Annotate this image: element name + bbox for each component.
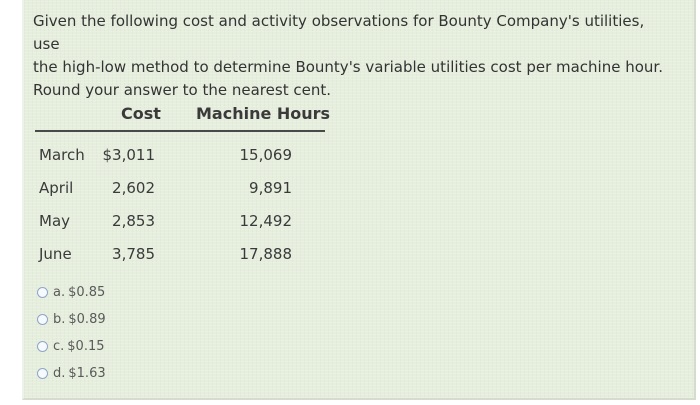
question-line: Given the following cost and activity observations for Bounty Company's utilities, use bbox=[33, 12, 645, 53]
row-hours-march: 15,069 bbox=[239, 146, 292, 164]
row-hours-april: 9,891 bbox=[249, 179, 292, 197]
header-underline bbox=[35, 130, 325, 132]
answer-option-c[interactable] bbox=[37, 333, 106, 360]
radio-button-icon[interactable] bbox=[37, 368, 48, 379]
answer-option-d[interactable] bbox=[37, 360, 106, 387]
question-line: Round your answer to the nearest cent. bbox=[33, 81, 331, 99]
question-text bbox=[33, 10, 673, 102]
option-letter: d. bbox=[53, 366, 66, 381]
option-letter: b. bbox=[53, 312, 66, 327]
row-cost-april: 2,602 bbox=[112, 179, 155, 197]
row-cost-march: $3,011 bbox=[102, 146, 155, 164]
row-month-may: May bbox=[39, 212, 71, 230]
option-value: $0.89 bbox=[68, 312, 106, 327]
option-letter: a. bbox=[53, 285, 66, 300]
row-hours-june: 17,888 bbox=[239, 245, 292, 263]
row-month-june: June bbox=[39, 245, 72, 263]
row-hours-may: 12,492 bbox=[239, 212, 292, 230]
row-cost-june: 3,785 bbox=[112, 245, 155, 263]
row-cost-may: 2,853 bbox=[112, 212, 155, 230]
radio-button-icon[interactable] bbox=[37, 341, 48, 352]
column-header-cost: Cost bbox=[121, 104, 161, 123]
question-line: the high-low method to determine Bounty's variable utilities cost per machine hour. bbox=[33, 58, 663, 76]
answer-option-a[interactable] bbox=[37, 279, 106, 306]
radio-button-icon[interactable] bbox=[37, 287, 48, 298]
answer-option-b[interactable] bbox=[37, 306, 106, 333]
option-letter: c. bbox=[53, 339, 65, 354]
option-value: $0.85 bbox=[68, 285, 106, 300]
option-value: $0.15 bbox=[67, 339, 105, 354]
row-month-march: March bbox=[39, 146, 85, 164]
option-value: $1.63 bbox=[68, 366, 106, 381]
row-month-april: April bbox=[39, 179, 74, 197]
column-header-machine-hours: Machine Hours bbox=[196, 104, 331, 123]
answer-options bbox=[37, 279, 106, 387]
radio-button-icon[interactable] bbox=[37, 314, 48, 325]
